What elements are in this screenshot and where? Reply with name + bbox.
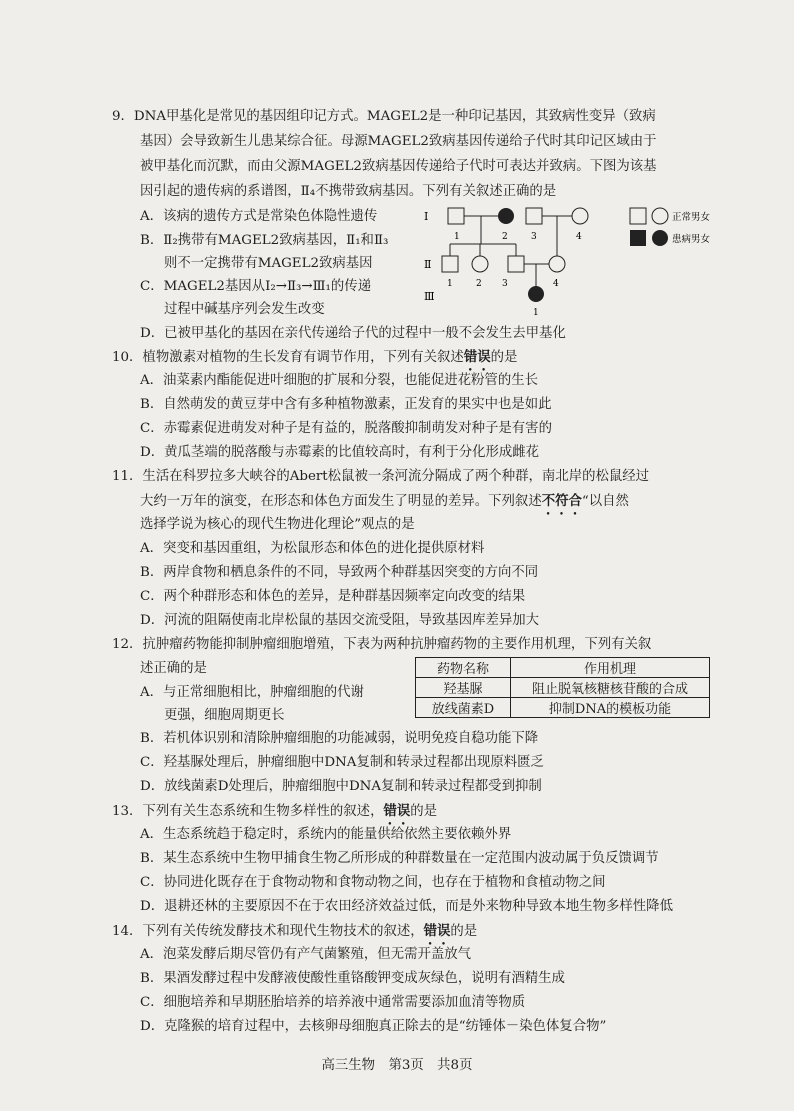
q10-option-c: C．赤霉素促进萌发对种子是有益的，脱落酸抑制萌发对种子是有害的 (140, 421, 552, 436)
q11-option-c: C．两个种群形态和体色的差异，是种群基因频率定向改变的结果 (140, 589, 526, 604)
q14-stem-a: 14．下列有关传统发酵技术和现代生物技术的叙述， (112, 924, 424, 939)
ped-II4 (549, 256, 565, 272)
pedigree-diagram (420, 200, 720, 318)
svg-text:2: 2 (502, 232, 508, 242)
ped-II3 (508, 256, 524, 272)
q10-option-d: D．黄瓜茎端的脱落酸与赤霉素的比值较高时，有利于分化形成雌花 (140, 445, 540, 460)
ped-I1 (448, 208, 464, 224)
legend-normal-female-icon (652, 208, 668, 224)
q10-stem-b: 的是 (490, 350, 518, 365)
q11-option-d: D．河流的阻隔使南北岸松鼠的基因交流受阻，导致基因库差异加大 (140, 613, 540, 628)
q10-option-b: B．自然萌发的黄豆芽中含有多种植物激素，正发育的果实中也是如此 (140, 397, 552, 412)
svg-text:4: 4 (553, 279, 559, 289)
q11-stem2-a: 大约一万年的演变，在形态和体色方面发生了明显的差异。下列叙述 (140, 494, 542, 509)
table-cell: 抑制DNA的模板功能 (511, 698, 710, 718)
q9-option-c-line2: 过程中碱基序列会发生改变 (164, 302, 325, 317)
q9-option-b-line1: B．Ⅱ₂携带有MAGEL2致病基因，Ⅱ₁和Ⅱ₃ (140, 233, 389, 248)
table-cell: 放线菌素D (416, 698, 511, 718)
table-row (416, 678, 710, 698)
q11-option-a: A．突变和基因重组，为松鼠形态和体色的进化提供原材料 (140, 541, 485, 556)
q13-option-c: C．协同进化既存在于食物动物和食物动物之间，也存在于植物和食植动物之间 (140, 875, 606, 890)
q13-stem-emphasis: 错误 (383, 803, 411, 819)
q10-stem-emphasis: 错误 (463, 349, 491, 365)
q9-stem-line4: 因引起的遗传病的系谱图，Ⅱ₄不携带致病基因。下列有关叙述正确的是 (140, 184, 557, 199)
table-header: 药物名称 (416, 658, 511, 678)
ped-II2 (472, 256, 488, 272)
gen-label-2: Ⅱ (424, 258, 432, 271)
svg-text:3: 3 (531, 232, 537, 242)
page-footer: 高三生物 第3页 共8页 (321, 1058, 473, 1073)
q12-option-a-line1: A．与正常细胞相比，肿瘤细胞的代谢 (140, 685, 364, 700)
q9-option-c-line1: C．MAGEL2基因从Ⅰ₂→Ⅱ₃→Ⅲ₁的传递 (140, 279, 372, 294)
q14-option-a: A．泡菜发酵后期尽管仍有产气菌繁殖，但无需开盖放气 (140, 947, 472, 962)
svg-text:1: 1 (447, 279, 453, 289)
q12-option-c: C．羟基脲处理后，肿瘤细胞中DNA复制和转录过程都出现原料匮乏 (140, 755, 544, 770)
q12-option-d: D．放线菌素D处理后，肿瘤细胞中DNA复制和转录过程都受到抑制 (140, 779, 542, 794)
q9-option-b-line2: 则不一定携带有MAGEL2致病基因 (164, 256, 373, 271)
q10-option-a: A．油菜素内酯能促进叶细胞的扩展和分裂，也能促进花粉管的生长 (140, 373, 538, 388)
q9-stem-line2: 基因）会导致新生儿患某综合征。母源MAGEL2致病基因传递给子代时其印记区域由于 (140, 134, 657, 149)
q13-option-b: B．某生态系统中生物甲捕食生物乙所形成的种群数量在一定范围内波动属于负反馈调节 (140, 851, 659, 866)
ped-I2 (498, 208, 514, 224)
q12-option-b: B．若机体识别和清除肿瘤细胞的功能减弱，说明免疫自稳功能下降 (140, 731, 539, 746)
q14-option-d: D．克隆猴的培育过程中，去核卵母细胞真正除去的是“纺锤体－染色体复合物” (140, 1019, 607, 1034)
q9-stem-line3: 被甲基化而沉默，而由父源MAGEL2致病基因传递给子代时可表达并致病。下图为该基 (140, 159, 657, 174)
q13-stem-a: 13．下列有关生态系统和生物多样性的叙述， (112, 804, 384, 819)
q12-stem-line2: 述正确的是 (140, 661, 207, 676)
q14-stem-b: 的是 (450, 924, 478, 939)
legend-normal-male-icon (630, 208, 646, 224)
table-cell: 阻止脱氧核糖核苷酸的合成 (511, 678, 710, 698)
svg-text:1: 1 (533, 308, 539, 318)
q11-stem2-emphasis: 不符合 (541, 493, 582, 509)
table-row (416, 698, 710, 718)
table-header-row (416, 658, 710, 678)
q11-stem-line3: 选择学说为核心的现代生物进化理论”观点的是 (140, 517, 415, 532)
q13-option-d: D．退耕还林的主要原因不在于农田经济效益过低，而是外来物种导致本地生物多样性降低 (140, 899, 673, 914)
q9-stem-line1: 9．DNA甲基化是常见的基因组印记方式。MAGEL2是一种印记基因，其致病性变异（致病 (112, 109, 656, 124)
gen-label-1: Ⅰ (424, 210, 429, 223)
q11-stem-line1: 11．生活在科罗拉多大峡谷的Abert松鼠被一条河流分隔成了两个种群，南北岸的松鼠经过 (112, 469, 650, 484)
q13-stem-b: 的是 (410, 804, 438, 819)
svg-text:1: 1 (454, 232, 460, 242)
legend-affected-female-icon (652, 230, 668, 246)
legend-affected-label: 患病男女 (672, 234, 711, 245)
legend-affected-male-icon (630, 230, 646, 246)
ped-I3 (526, 208, 542, 224)
q11-stem2-b: “以自然 (581, 494, 629, 509)
ped-I4 (572, 208, 588, 224)
q14-option-b: B．果酒发酵过程中发酵液使酸性重铬酸钾变成灰绿色，说明有酒精生成 (140, 971, 565, 986)
ped-II1 (442, 256, 458, 272)
gen-label-3: Ⅲ (424, 290, 435, 303)
legend-normal-label: 正常男女 (672, 212, 711, 223)
q12-option-a-line2: 更强，细胞周期更长 (164, 708, 285, 723)
table-cell: 羟基脲 (416, 678, 511, 698)
svg-text:4: 4 (576, 232, 582, 242)
q13-option-a: A．生态系统趋于稳定时，系统内的能量供给依然主要依赖外界 (140, 827, 512, 842)
q11-option-b: B．两岸食物和栖息条件的不同，导致两个种群基因突变的方向不同 (140, 565, 539, 580)
q14-option-c: C．细胞培养和早期胚胎培养的培养液中通常需要添加血清等物质 (140, 995, 526, 1010)
q9-option-a: A．该病的遗传方式是常染色体隐性遗传 (140, 209, 378, 224)
table-header: 作用机理 (511, 658, 710, 678)
q12-stem-line1: 12．抗肿瘤药物能抑制肿瘤细胞增殖，下表为两种抗肿瘤药物的主要作用机理，下列有关叙 (112, 637, 652, 652)
svg-text:3: 3 (502, 279, 508, 289)
svg-text:2: 2 (476, 279, 482, 289)
ped-III1 (528, 286, 544, 302)
q9-option-d: D．已被甲基化的基因在亲代传递给子代的过程中一般不会发生去甲基化 (140, 326, 566, 341)
q14-stem-emphasis: 错误 (423, 923, 451, 939)
q10-stem-a: 10．植物激素对植物的生长发育有调节作用，下列有关叙述 (112, 350, 464, 365)
drug-table (415, 657, 710, 718)
